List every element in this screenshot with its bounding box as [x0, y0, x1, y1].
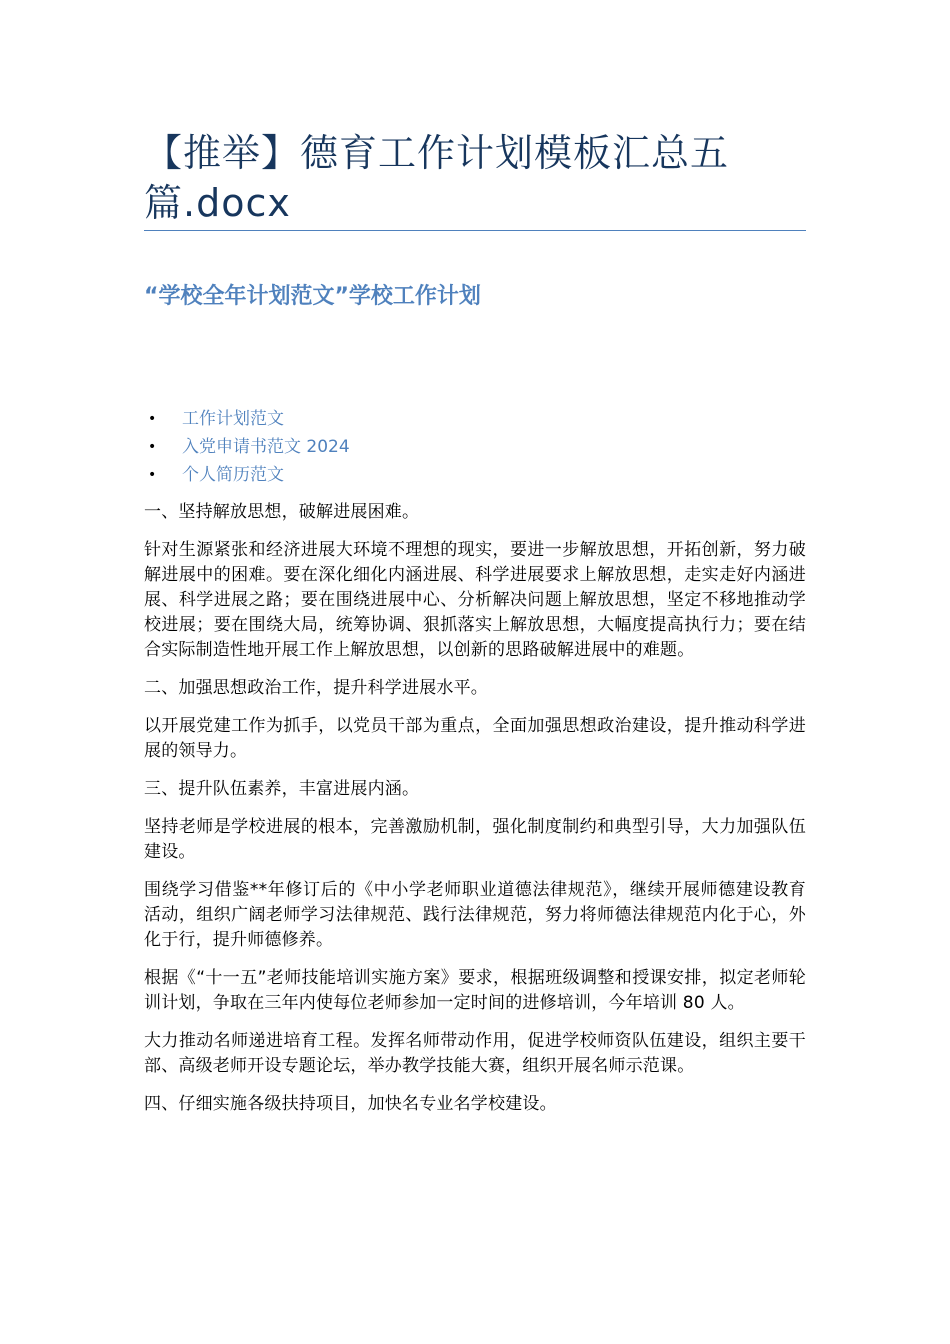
section-heading-4: 四、仔细实施各级扶持项目，加快名专业名学校建设。 — [144, 1094, 557, 1114]
bullet-icon: • — [148, 439, 157, 455]
section-heading-1: 一、坚持解放思想，破解进展困难。 — [144, 502, 420, 522]
body-paragraph: 根据《“十一五”老师技能培训实施方案》要求，根据班级调整和授课安排，拟定老师轮训计划，争取在三年内使每位老师参加一定时间的进修培训，今年培训 80 人。 — [144, 968, 806, 1013]
body-paragraph: 大力推动名师递进培育工程。发挥名师带动作用，促进学校师资队伍建设，组织主要干部、高级老师开设专题论坛，举办教学技能大赛，组织开展名师示范课。 — [144, 1031, 806, 1076]
body-paragraph: 针对生源紧张和经济进展大环境不理想的现实，要进一步解放思想，开拓创新，努力破解进展中的困难。要在深化细化内涵进展、科学进展要求上解放思想，走实走好内涵进展、科学进展之路；要在围绕进展中心、分析解决问题上解放思想，坚定不移地推动学校进展；要在围绕大局，统筹协调、狠抓落实上解放思想，大幅度提高执行力；要在结合实际制造性地开展工作上解放思想，以创新的思路破解进展中的难题。 — [144, 540, 806, 660]
list-item — [144, 405, 806, 433]
link-party-application-samples[interactable]: 入党申请书范文 2024 — [182, 437, 350, 457]
list-item — [144, 433, 806, 461]
document-subtitle: “学校全年计划范文”学校工作计划 — [144, 284, 481, 309]
related-links-list — [144, 405, 806, 489]
body-paragraph: 围绕学习借鉴**年修订后的《中小学老师职业道德法律规范》，继续开展师德建设教育活动，组织广阔老师学习法律规范、践行法律规范，努力将师德法律规范内化于心，外化于行，提升师德修养。 — [144, 880, 806, 950]
section-heading-3: 三、提升队伍素养，丰富进展内涵。 — [144, 779, 420, 799]
bullet-icon: • — [148, 411, 157, 427]
list-item — [144, 461, 806, 489]
document-title: 【推举】德育工作计划模板汇总五篇.docx — [144, 131, 730, 225]
link-work-plan-samples[interactable]: 工作计划范文 — [182, 409, 284, 429]
link-resume-samples[interactable]: 个人简历范文 — [182, 465, 284, 485]
bullet-icon: • — [148, 467, 157, 483]
title-divider — [144, 230, 806, 231]
document-body — [144, 500, 806, 1130]
section-heading-2: 二、加强思想政治工作，提升科学进展水平。 — [144, 678, 488, 698]
body-paragraph: 以开展党建工作为抓手，以党员干部为重点，全面加强思想政治建设，提升推动科学进展的领导力。 — [144, 716, 806, 761]
body-paragraph: 坚持老师是学校进展的根本，完善激励机制，强化制度制约和典型引导，大力加强队伍建设。 — [144, 817, 806, 862]
